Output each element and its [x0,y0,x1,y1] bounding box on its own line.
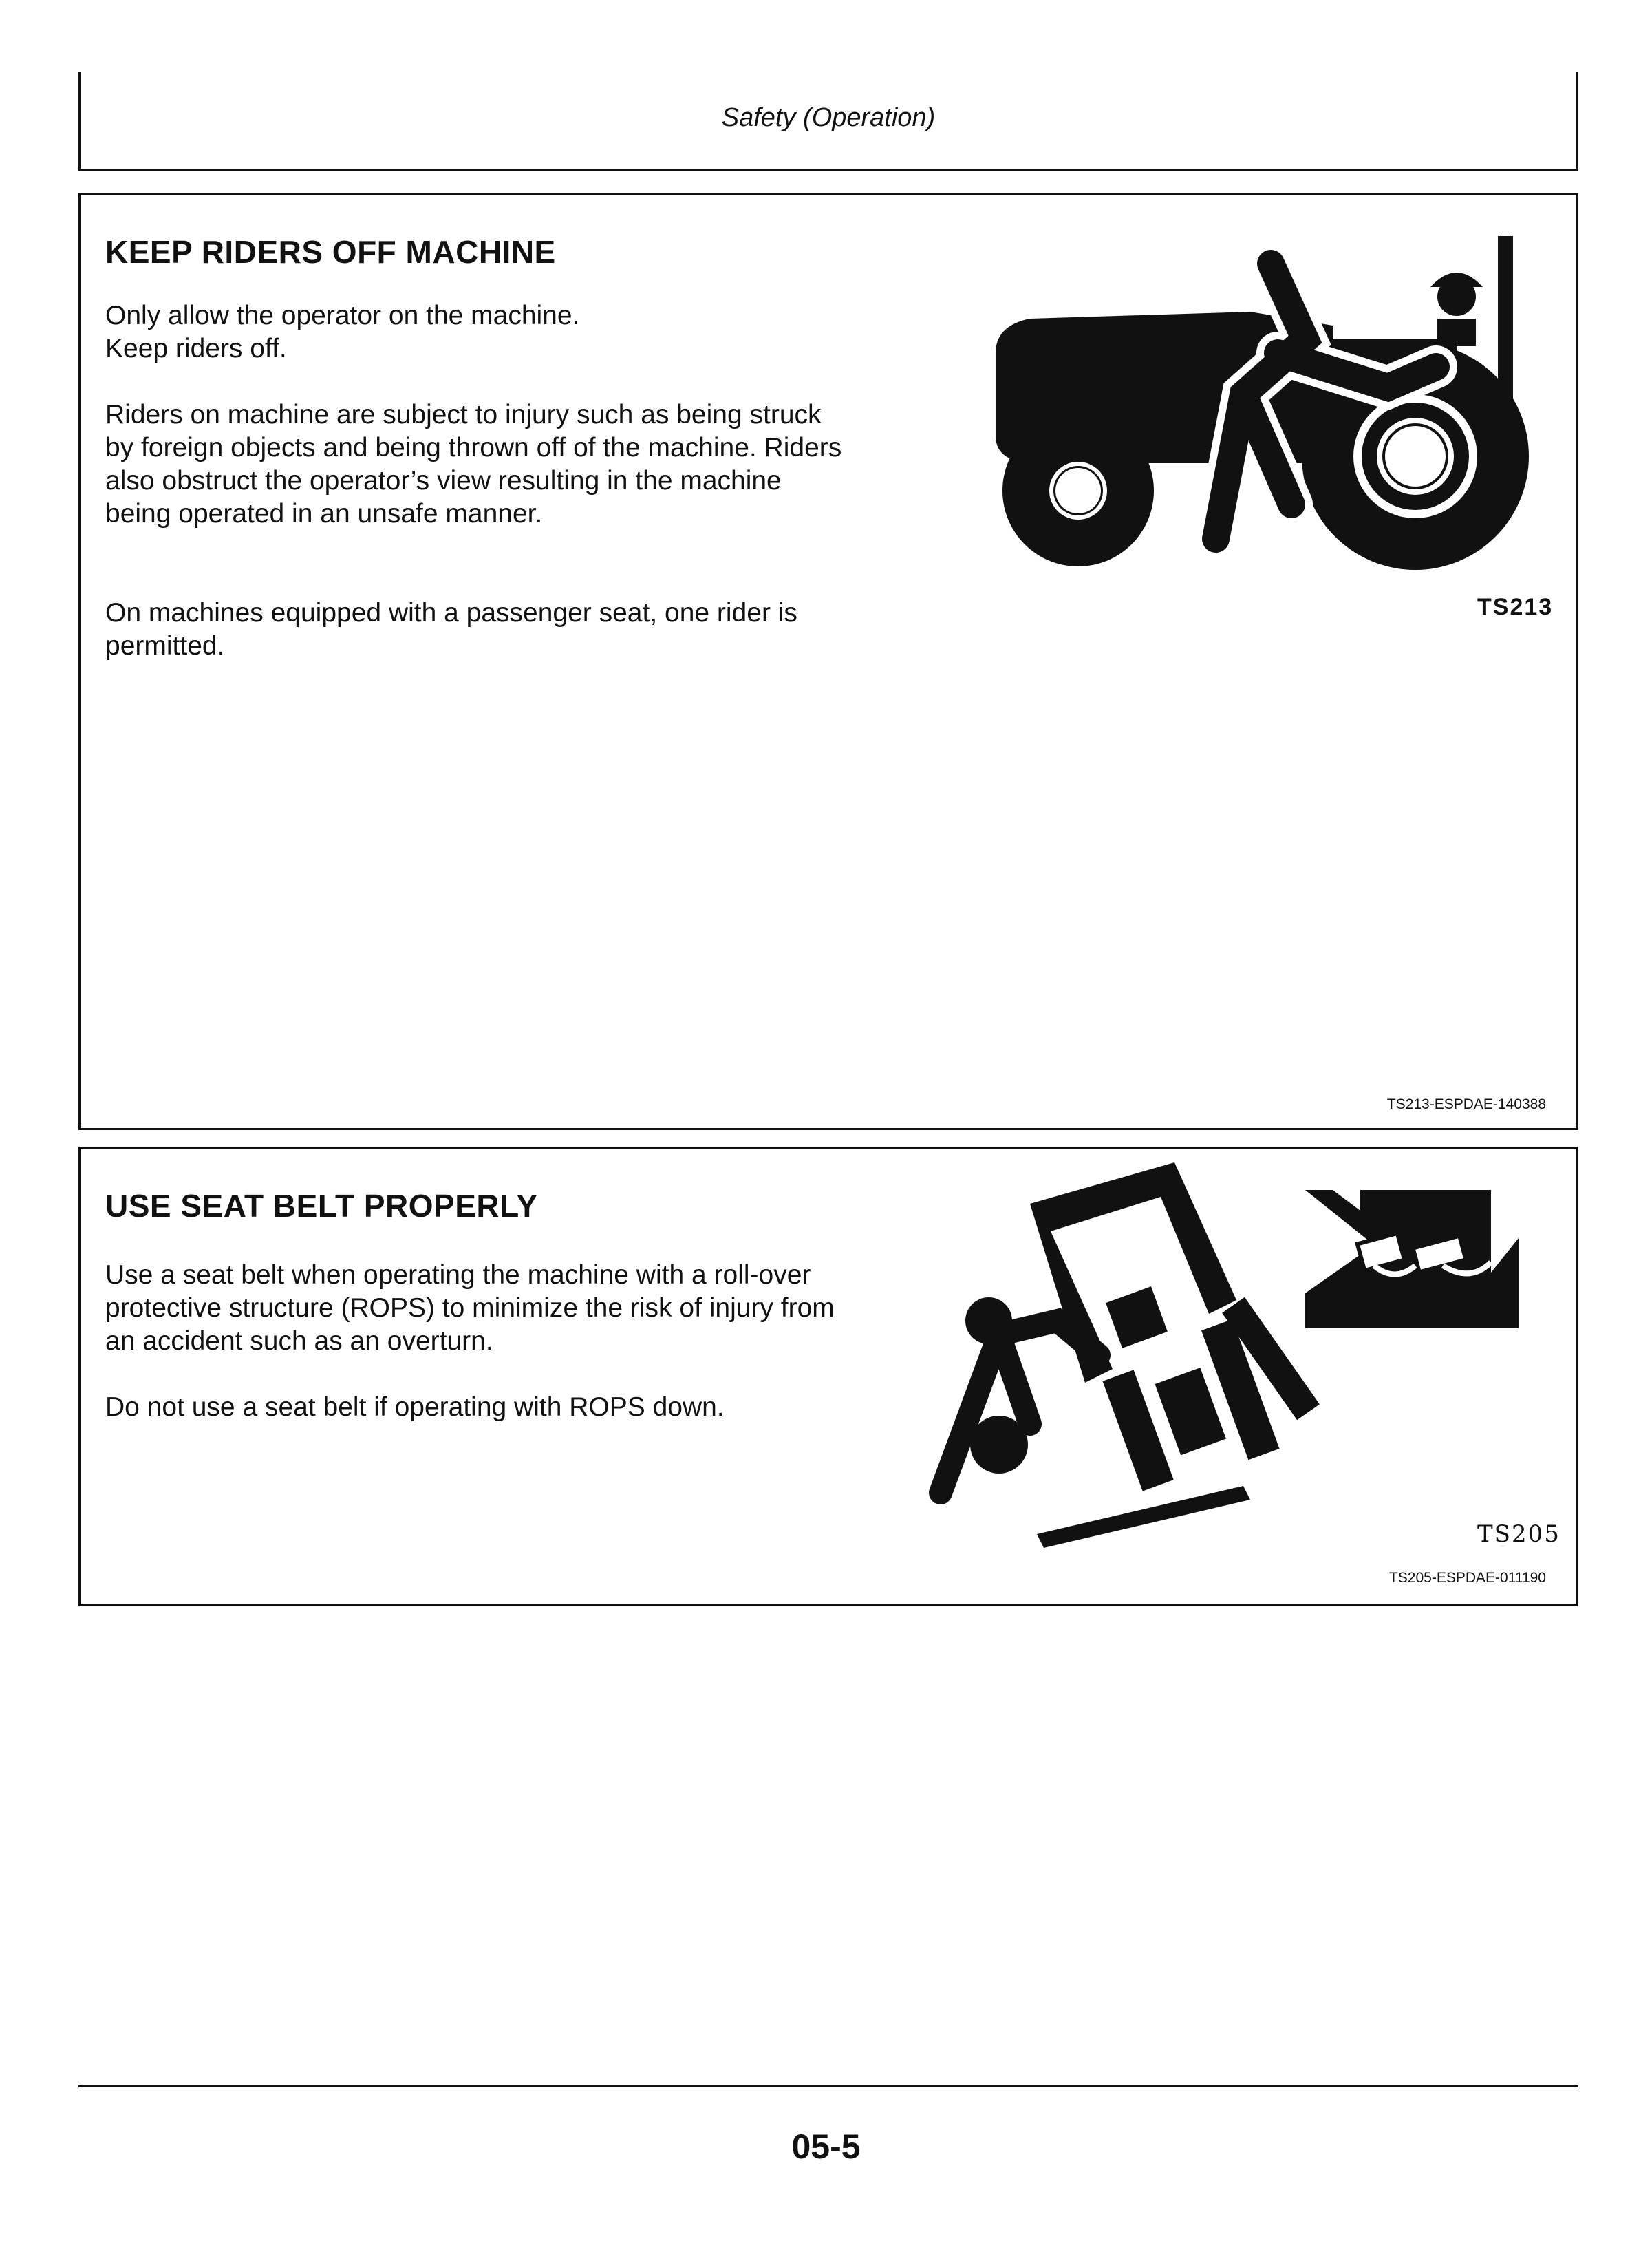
section-title: KEEP RIDERS OFF MACHINE [105,234,556,270]
section-keep-riders-off [78,193,1578,1130]
section-title: USE SEAT BELT PROPERLY [105,1188,538,1224]
footer-divider [78,2085,1578,2087]
section-paragraph: On machines equipped with a passenger seat, one rider is permitted. [105,598,797,661]
section-paragraph: Use a seat belt when operating the machine with a roll-over protective structure (ROPS) to minimize the risk of injury from an accident such as an overturn. [105,1260,835,1356]
page-number: 05-5 [791,2127,861,2166]
rops-overturn-seatbelt-icon [920,1162,1574,1548]
tractor-rider-warning-icon [947,215,1580,601]
section-paragraph: Do not use a seat belt if operating with ROPS down. [105,1392,725,1422]
figure-label: TS205 [1477,1520,1560,1548]
page-header [78,72,1578,171]
reference-code: TS205-ESPDAE-011190 [1388,1570,1546,1586]
header-title: Safety (Operation) [721,103,936,132]
figure-label: TS213 [1477,594,1554,620]
section-paragraph: Riders on machine are subject to injury such as being struck by foreign objects and being thrown off of the machine. Riders also obstruct the operator’s view resulting in the machine being operated in an unsafe manner. [105,400,842,529]
reference-code: TS213-ESPDAE-140388 [1386,1096,1546,1112]
section-paragraph: Only allow the operator on the machine. Keep riders off. [105,301,580,363]
section-use-seat-belt [78,1147,1578,1606]
